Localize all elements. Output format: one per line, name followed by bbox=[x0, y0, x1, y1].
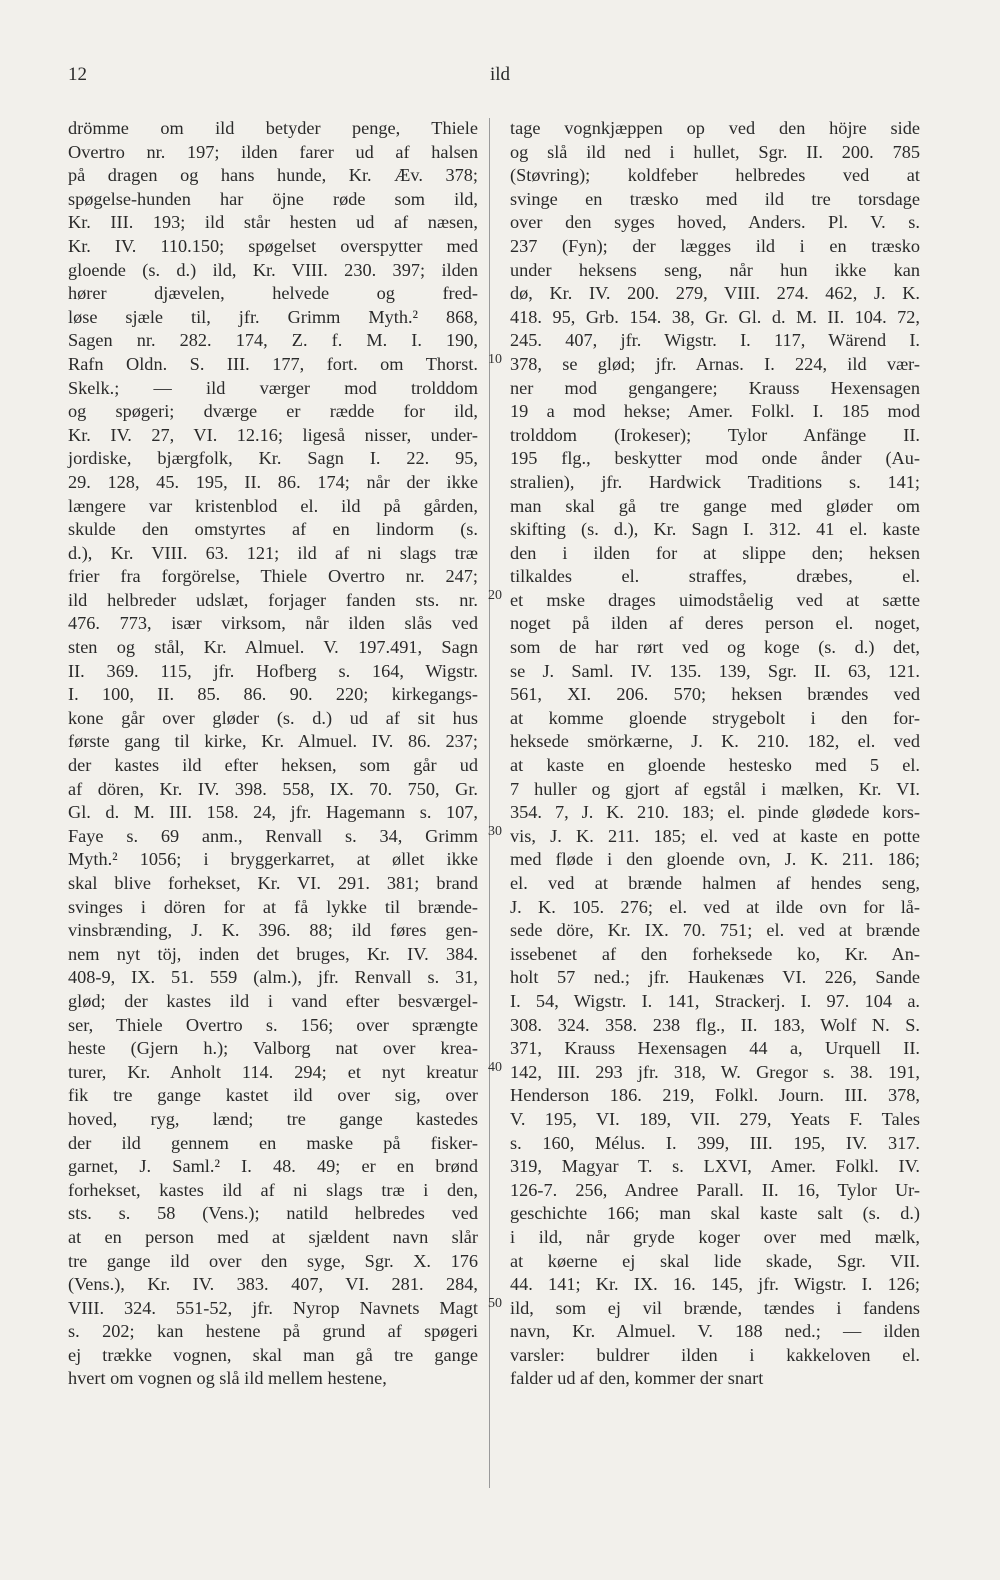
text-line: holt 57 ned.; jfr. Haukenæs VI. 226, Sande bbox=[510, 967, 920, 988]
text-line: 418. 95, Grb. 154. 38, Gr. Gl. d. M. II. 104. 72, bbox=[510, 306, 920, 327]
text-line: sts. s. 58 (Vens.); natild helbredes ved bbox=[68, 1203, 478, 1224]
text-line: hoved, ryg, lænd; tre gange kastedes bbox=[68, 1108, 478, 1129]
text-line: svinge en træsko med ild tre torsdage bbox=[510, 188, 920, 209]
text-line: d.), Kr. VIII. 63. 121; ild af ni slags træ bbox=[68, 542, 478, 563]
text-line: jordiske, bjærgfolk, Kr. Sagn I. 22. 95, bbox=[68, 448, 478, 469]
text-line: I. 54, Wigstr. I. 141, Strackerj. I. 97. 104 a. bbox=[510, 990, 920, 1011]
line-marker-40: 40 bbox=[488, 1060, 502, 1075]
text-line: kone går over gløder (s. d.) ud af sit hus bbox=[68, 707, 478, 728]
text-line: 561, XI. 206. 570; heksen brændes ved bbox=[510, 684, 920, 705]
text-line: hvert om vognen og slå ild mellem hestene, bbox=[68, 1368, 387, 1389]
text-line: gloende (s. d.) ild, Kr. VIII. 230. 397; ilden bbox=[68, 259, 478, 280]
text-line: spøgelse-hunden har öjne røde som ild, bbox=[68, 188, 478, 209]
text-line: ner mod gengangere; Krauss Hexensagen bbox=[510, 377, 920, 398]
text-line: Henderson 186. 219, Folkl. Journ. III. 378, bbox=[510, 1085, 920, 1106]
text-line: noget på ilden af deres person el. noget, bbox=[510, 613, 920, 634]
text-line: man skal gå tre gange med gløder om bbox=[510, 495, 920, 516]
text-line: skal blive forhekset, Kr. VI. 291. 381; brand bbox=[68, 873, 478, 893]
text-line: Kr. IV. 110.150; spøgelset overspytter med bbox=[68, 235, 478, 256]
text-line: skifting (s. d.), Kr. Sagn I. 312. 41 el. kaste bbox=[510, 519, 920, 540]
text-line: sten og stål, Kr. Almuel. V. 197.491, Sagn bbox=[68, 637, 478, 658]
text-line: Sagen nr. 282. 174, Z. f. M. I. 190, bbox=[68, 330, 478, 351]
text-line: vinsbrænding, J. K. 396. 88; ild føres gen- bbox=[68, 920, 478, 941]
text-line: at en person med at sjældent navn slår bbox=[68, 1226, 478, 1247]
text-line: 308. 324. 358. 238 flg., II. 183, Wolf N. S. bbox=[510, 1014, 920, 1035]
text-line: 195 flg., beskytter mod onde ånder (Au- bbox=[510, 448, 920, 469]
text-line: heste (Gjern h.); Valborg nat over krea- bbox=[68, 1038, 478, 1059]
text-line: forhekset, kastes ild af ni slags træ i den, bbox=[68, 1179, 478, 1200]
text-line: issebenet af den forheksede ko, Kr. An- bbox=[510, 943, 920, 964]
text-line: I. 100, II. 85. 86. 90. 220; kirkegangs- bbox=[68, 684, 478, 705]
text-line: hører djævelen, helvede og fred- bbox=[68, 283, 478, 304]
text-line: VIII. 324. 551-52, jfr. Nyrop Navnets Magt bbox=[68, 1297, 478, 1318]
text-line: 29. 128, 45. 195, II. 86. 174; når der ikke bbox=[68, 471, 478, 492]
text-line: 142, III. 293 jfr. 318, W. Gregor s. 38. 191, bbox=[510, 1061, 920, 1082]
text-line: 7 huller og gjort af egstål i mælken, Kr. VI. bbox=[510, 778, 920, 799]
text-line: 378, se glød; jfr. Arnas. I. 224, ild vær- bbox=[510, 353, 920, 374]
text-line: Gl. d. M. III. 158. 24, jfr. Hagemann s. 107, bbox=[68, 802, 478, 823]
text-line: 319, Magyar T. s. LXVI, Amer. Folkl. IV. bbox=[510, 1156, 920, 1177]
text-line: skulde den omstyrtes af en lindorm (s. bbox=[68, 519, 478, 540]
text-line: længere var kristenblod el. ild på gården, bbox=[68, 495, 478, 516]
text-line: som de har rørt ved og koge (s. d.) det, bbox=[510, 637, 920, 658]
text-line: af dören, Kr. IV. 398. 558, IX. 70. 750, Gr. bbox=[68, 778, 478, 799]
text-line: løse sjæle til, jfr. Grimm Myth.² 868, bbox=[68, 306, 478, 327]
text-line: Rafn Oldn. S. III. 177, fort. om Thorst. bbox=[68, 353, 478, 374]
text-line: tre gange ild over den syge, Sgr. X. 176 bbox=[68, 1250, 478, 1271]
text-line: heksede smörkærne, J. K. 210. 182, el. ved bbox=[510, 731, 920, 752]
text-line: frier fra forgörelse, Thiele Overtro nr. 247; bbox=[68, 566, 478, 587]
running-head: ild bbox=[489, 64, 511, 85]
text-line: navn, Kr. Almuel. V. 188 ned.; — ilden bbox=[510, 1321, 920, 1342]
text-line: 19 a mod hekse; Amer. Folkl. I. 185 mod bbox=[510, 401, 920, 422]
text-line: ild helbreder udslæt, forjager fanden sts. nr. bbox=[68, 589, 478, 610]
text-line: i ild, når gryde koger over med mælk, bbox=[510, 1226, 920, 1247]
left-column bbox=[68, 117, 478, 1391]
text-line: og slå ild ned i hullet, Sgr. II. 200. 785 bbox=[510, 141, 920, 162]
text-line: J. K. 105. 276; el. ved at ilde ovn for lå- bbox=[510, 896, 920, 917]
text-line: glød; der kastes ild i vand efter besværgel- bbox=[68, 990, 478, 1011]
text-line: der kastes ild efter heksen, som går ud bbox=[68, 755, 478, 776]
text-line: Kr. III. 193; ild står hesten ud af næsen, bbox=[68, 212, 478, 233]
text-line: over den syges hoved, Anders. Pl. V. s. bbox=[510, 212, 920, 233]
text-line: tilkaldes el. straffes, dræbes, el. bbox=[510, 566, 920, 587]
right-column bbox=[510, 117, 920, 1391]
text-line: og spøgeri; dværge er rædde for ild, bbox=[68, 401, 478, 422]
line-marker-10: 10 bbox=[488, 352, 502, 367]
text-line: et mske drages uimodståelig ved at sætte bbox=[510, 589, 920, 610]
text-line: første gang til kirke, Kr. Almuel. IV. 86. 237; bbox=[68, 731, 478, 752]
line-marker-30: 30 bbox=[488, 824, 502, 839]
text-line: se J. Saml. IV. 135. 139, Sgr. II. 63, 121. bbox=[510, 660, 920, 681]
text-line: at komme gloende strygebolt i den for- bbox=[510, 707, 920, 728]
text-line: varsler: buldrer ilden i kakkeloven el. bbox=[510, 1344, 920, 1365]
text-line: Overtro nr. 197; ilden farer ud af halsen bbox=[68, 141, 478, 162]
text-line: den i ilden for at slippe den; heksen bbox=[510, 542, 920, 563]
text-line: garnet, J. Saml.² I. 48. 49; er en brønd bbox=[68, 1156, 478, 1177]
text-line: sede döre, Kr. IX. 70. 751; el. ved at brænde bbox=[510, 920, 920, 941]
text-line: drömme om ild betyder penge, Thiele bbox=[68, 118, 478, 138]
text-line: 371, Krauss Hexensagen 44 a, Urquell II. bbox=[510, 1038, 920, 1059]
text-line: 237 (Fyn); der lægges ild i en træsko bbox=[510, 235, 920, 256]
text-line: fik tre gange kastet ild over sig, over bbox=[68, 1085, 478, 1106]
text-line: ild, som ej vil brænde, tændes i fandens bbox=[510, 1297, 920, 1318]
page-number: 12 bbox=[68, 64, 87, 85]
text-line: V. 195, VI. 189, VII. 279, Yeats F. Tales bbox=[510, 1108, 920, 1129]
text-line: på dragen og hans hunde, Kr. Æv. 378; bbox=[68, 165, 478, 186]
text-line: dø, Kr. IV. 200. 279, VIII. 274. 462, J. K. bbox=[510, 283, 920, 304]
text-line: nem nyt töj, inden det bruges, Kr. IV. 384. bbox=[68, 943, 478, 964]
text-line: Skelk.; — ild værger mod trolddom bbox=[68, 377, 478, 398]
line-marker-50: 50 bbox=[488, 1296, 502, 1311]
column-rule bbox=[489, 118, 490, 1488]
text-line: Kr. IV. 27, VI. 12.16; ligeså nisser, under- bbox=[68, 424, 478, 445]
text-line: s. 202; kan hestene på grund af spøgeri bbox=[68, 1321, 478, 1342]
text-line: el. ved at brænde halmen af hendes seng, bbox=[510, 873, 920, 893]
text-line: (Vens.), Kr. IV. 383. 407, VI. 281. 284, bbox=[68, 1274, 478, 1295]
text-line: 408-9, IX. 51. 559 (alm.), jfr. Renvall s. 31, bbox=[68, 967, 478, 988]
text-line: geschichte 166; man skal kaste salt (s. d.) bbox=[510, 1203, 920, 1224]
text-line: 476. 773, især virksom, når ilden slås ved bbox=[68, 613, 478, 634]
text-line: ej trække vognen, skal man gå tre gange bbox=[68, 1344, 478, 1365]
text-line: Faye s. 69 anm., Renvall s. 34, Grimm bbox=[68, 825, 478, 846]
text-line: 44. 141; Kr. IX. 16. 145, jfr. Wigstr. I. 126; bbox=[510, 1274, 920, 1295]
text-line: ser, Thiele Overtro s. 156; over sprængte bbox=[68, 1014, 478, 1035]
text-line: vis, J. K. 211. 185; el. ved at kaste en potte bbox=[510, 825, 920, 846]
text-line: under heksens seng, når hun ikke kan bbox=[510, 259, 920, 280]
text-line: turer, Kr. Anholt 114. 294; et nyt kreatur bbox=[68, 1061, 478, 1082]
text-line: Myth.² 1056; i bryggerkarret, at øllet ikke bbox=[68, 849, 478, 870]
text-line: trolddom (Irokeser); Tylor Anfänge II. bbox=[510, 424, 920, 445]
text-line: (Støvring); koldfeber helbredes ved at bbox=[510, 165, 920, 186]
line-marker-20: 20 bbox=[488, 588, 502, 603]
text-line: at kaste en gloende hestesko med 5 el. bbox=[510, 755, 920, 776]
text-line: s. 160, Mélus. I. 399, III. 195, IV. 317. bbox=[510, 1132, 920, 1153]
text-line: svinges i dören for at få lykke til brænde- bbox=[68, 896, 478, 917]
text-line: falder ud af den, kommer der snart bbox=[510, 1368, 764, 1389]
text-line: 126-7. 256, Andree Parall. II. 16, Tylor Ur- bbox=[510, 1179, 920, 1200]
text-line: der ild gennem en maske på fisker- bbox=[68, 1132, 478, 1153]
text-line: 245. 407, jfr. Wigstr. I. 117, Wärend I. bbox=[510, 330, 920, 351]
text-line: at køerne ej skal lide skade, Sgr. VII. bbox=[510, 1250, 920, 1271]
text-line: med fløde i den gloende ovn, J. K. 211. 186; bbox=[510, 849, 920, 870]
text-line: tage vognkjæppen op ved den höjre side bbox=[510, 118, 920, 138]
text-line: stralien), jfr. Hardwick Traditions s. 141; bbox=[510, 471, 920, 492]
text-line: II. 369. 115, jfr. Hofberg s. 164, Wigstr. bbox=[68, 660, 478, 681]
text-line: 354. 7, J. K. 210. 183; el. pinde glødede kors- bbox=[510, 802, 920, 823]
